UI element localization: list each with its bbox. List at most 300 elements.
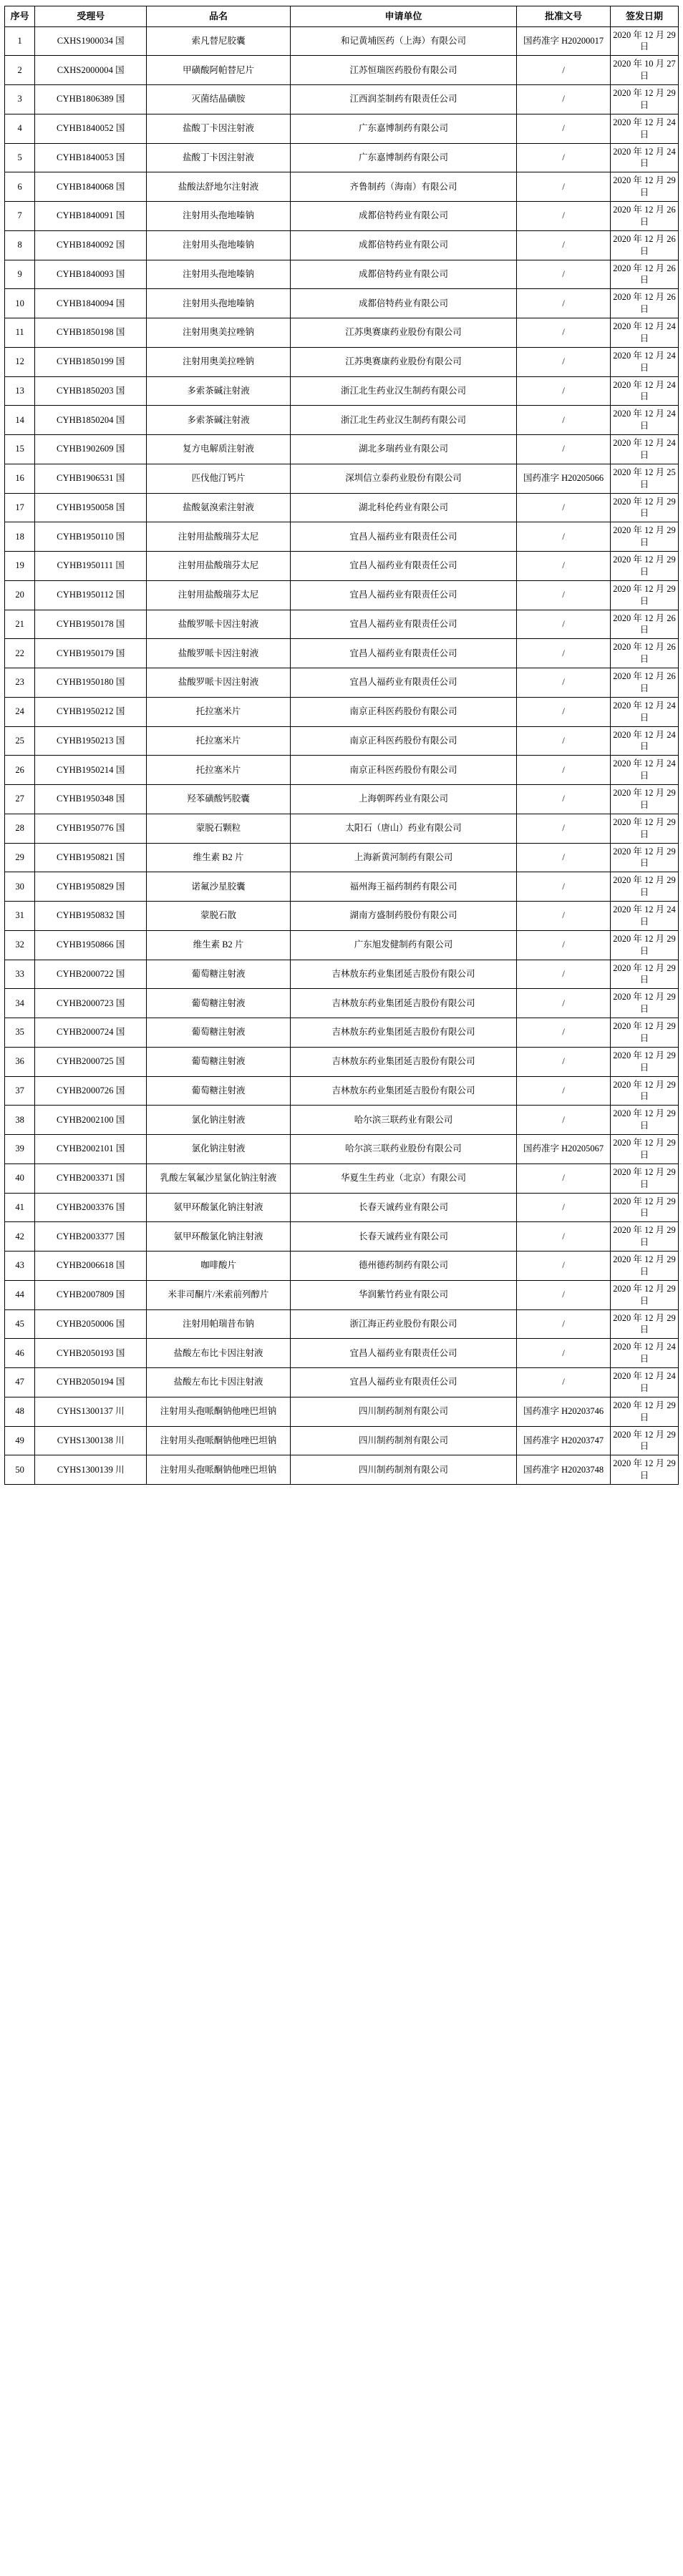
cell-applicant: 四川制药制剂有限公司 (290, 1426, 516, 1455)
table-row (5, 493, 679, 522)
cell-issue-date: 2020 年 12 月 29 日 (611, 1047, 679, 1076)
table-row (5, 989, 679, 1018)
cell-acceptance-number: CXHS1900034 国 (35, 26, 147, 56)
cell-product-name: 米非司酮片/米索前列醇片 (147, 1280, 290, 1309)
cell-approval-number: / (517, 376, 611, 406)
cell-applicant: 德州德药制药有限公司 (290, 1252, 516, 1281)
cell-acceptance-number: CYHB1950776 国 (35, 814, 147, 843)
cell-acceptance-number: CYHB1902609 国 (35, 435, 147, 464)
table-row (5, 230, 679, 260)
cell-index: 45 (5, 1309, 35, 1339)
cell-product-name: 匹伐他汀钙片 (147, 464, 290, 493)
cell-index: 1 (5, 26, 35, 56)
cell-approval-number: / (517, 960, 611, 989)
table-row (5, 1397, 679, 1426)
cell-issue-date: 2020 年 12 月 24 日 (611, 902, 679, 931)
table-row (5, 406, 679, 435)
cell-issue-date: 2020 年 12 月 24 日 (611, 143, 679, 172)
cell-issue-date: 2020 年 12 月 29 日 (611, 522, 679, 552)
cell-applicant: 广东旭发健制药有限公司 (290, 930, 516, 960)
drug-registration-table (4, 6, 679, 1485)
cell-index: 22 (5, 639, 35, 668)
cell-acceptance-number: CYHB1950821 国 (35, 843, 147, 872)
table-row (5, 289, 679, 318)
cell-acceptance-number: CYHB1950829 国 (35, 872, 147, 902)
cell-index: 21 (5, 610, 35, 639)
cell-issue-date: 2020 年 12 月 29 日 (611, 1018, 679, 1048)
cell-product-name: 多索茶碱注射液 (147, 376, 290, 406)
cell-approval-number: 国药准字 H20203746 (517, 1397, 611, 1426)
cell-product-name: 氯化钠注射液 (147, 1106, 290, 1135)
cell-issue-date: 2020 年 12 月 29 日 (611, 1455, 679, 1485)
cell-issue-date: 2020 年 12 月 25 日 (611, 464, 679, 493)
table-row (5, 697, 679, 726)
cell-applicant: 福州海王福药制药有限公司 (290, 872, 516, 902)
cell-index: 20 (5, 580, 35, 610)
cell-index: 2 (5, 56, 35, 85)
cell-issue-date: 2020 年 12 月 29 日 (611, 960, 679, 989)
cell-approval-number: / (517, 580, 611, 610)
column-header-acceptance-number: 受理号 (35, 6, 147, 27)
cell-index: 33 (5, 960, 35, 989)
cell-product-name: 盐酸法舒地尔注射液 (147, 172, 290, 202)
column-header-approval-number: 批准文号 (517, 6, 611, 27)
cell-index: 15 (5, 435, 35, 464)
cell-acceptance-number: CYHB1950178 国 (35, 610, 147, 639)
table-row (5, 1339, 679, 1368)
cell-acceptance-number: CYHB1950213 国 (35, 726, 147, 756)
cell-index: 44 (5, 1280, 35, 1309)
cell-index: 48 (5, 1397, 35, 1426)
cell-index: 36 (5, 1047, 35, 1076)
cell-product-name: 甲磺酸阿帕替尼片 (147, 56, 290, 85)
cell-applicant: 宜昌人福药业有限责任公司 (290, 668, 516, 698)
cell-issue-date: 2020 年 12 月 29 日 (611, 1106, 679, 1135)
cell-product-name: 注射用帕瑞昔布钠 (147, 1309, 290, 1339)
cell-applicant: 成都倍特药业有限公司 (290, 289, 516, 318)
cell-issue-date: 2020 年 12 月 29 日 (611, 1309, 679, 1339)
cell-approval-number: 国药准字 H20205066 (517, 464, 611, 493)
cell-applicant: 吉林敖东药业集团延吉股份有限公司 (290, 1047, 516, 1076)
cell-product-name: 盐酸罗哌卡因注射液 (147, 610, 290, 639)
table-row (5, 1426, 679, 1455)
cell-acceptance-number: CYHB2003377 国 (35, 1222, 147, 1252)
table-row (5, 85, 679, 114)
cell-product-name: 乳酸左氧氟沙星氯化钠注射液 (147, 1163, 290, 1193)
cell-approval-number: / (517, 902, 611, 931)
table-row (5, 114, 679, 143)
cell-issue-date: 2020 年 12 月 29 日 (611, 1076, 679, 1106)
cell-product-name: 蒙脱石颗粒 (147, 814, 290, 843)
cell-acceptance-number: CYHB2050006 国 (35, 1309, 147, 1339)
table-row (5, 639, 679, 668)
cell-product-name: 托拉塞米片 (147, 756, 290, 785)
cell-product-name: 注射用头孢地嗪钠 (147, 202, 290, 231)
cell-issue-date: 2020 年 12 月 29 日 (611, 814, 679, 843)
cell-product-name: 葡萄糖注射液 (147, 1047, 290, 1076)
cell-acceptance-number: CYHB2006618 国 (35, 1252, 147, 1281)
cell-acceptance-number: CYHB1950058 国 (35, 493, 147, 522)
cell-acceptance-number: CYHB1950179 国 (35, 639, 147, 668)
cell-index: 50 (5, 1455, 35, 1485)
cell-approval-number: / (517, 260, 611, 289)
cell-approval-number: / (517, 202, 611, 231)
cell-issue-date: 2020 年 12 月 24 日 (611, 406, 679, 435)
cell-applicant: 深圳信立泰药业股份有限公司 (290, 464, 516, 493)
cell-applicant: 宜昌人福药业有限责任公司 (290, 610, 516, 639)
table-row (5, 902, 679, 931)
cell-applicant: 四川制药制剂有限公司 (290, 1397, 516, 1426)
cell-index: 35 (5, 1018, 35, 1048)
cell-approval-number: / (517, 552, 611, 581)
cell-product-name: 蒙脱石散 (147, 902, 290, 931)
cell-index: 47 (5, 1368, 35, 1397)
cell-product-name: 氨甲环酸氯化钠注射液 (147, 1193, 290, 1222)
cell-issue-date: 2020 年 12 月 29 日 (611, 930, 679, 960)
cell-index: 24 (5, 697, 35, 726)
cell-approval-number: / (517, 1222, 611, 1252)
cell-applicant: 南京正科医药股份有限公司 (290, 697, 516, 726)
cell-approval-number: / (517, 1163, 611, 1193)
cell-index: 40 (5, 1163, 35, 1193)
cell-issue-date: 2020 年 12 月 29 日 (611, 26, 679, 56)
cell-issue-date: 2020 年 12 月 29 日 (611, 580, 679, 610)
cell-acceptance-number: CYHB2000722 国 (35, 960, 147, 989)
cell-applicant: 长春天诚药业有限公司 (290, 1222, 516, 1252)
cell-acceptance-number: CYHB1840093 国 (35, 260, 147, 289)
cell-applicant: 湖北多瑞药业有限公司 (290, 435, 516, 464)
cell-issue-date: 2020 年 10 月 27 日 (611, 56, 679, 85)
cell-index: 8 (5, 230, 35, 260)
cell-index: 41 (5, 1193, 35, 1222)
cell-index: 13 (5, 376, 35, 406)
cell-approval-number: 国药准字 H20203747 (517, 1426, 611, 1455)
cell-index: 31 (5, 902, 35, 931)
table-row (5, 1106, 679, 1135)
cell-product-name: 注射用头孢地嗪钠 (147, 230, 290, 260)
cell-approval-number: / (517, 668, 611, 698)
cell-applicant: 上海朝晖药业有限公司 (290, 785, 516, 814)
cell-product-name: 诺氟沙星胶囊 (147, 872, 290, 902)
cell-applicant: 华夏生生药业（北京）有限公司 (290, 1163, 516, 1193)
table-row (5, 1252, 679, 1281)
cell-approval-number: / (517, 1076, 611, 1106)
cell-applicant: 华润紫竹药业有限公司 (290, 1280, 516, 1309)
cell-approval-number: / (517, 814, 611, 843)
cell-acceptance-number: CYHB1950111 国 (35, 552, 147, 581)
cell-index: 37 (5, 1076, 35, 1106)
table-row (5, 172, 679, 202)
cell-acceptance-number: CYHB1806389 国 (35, 85, 147, 114)
cell-product-name: 索凡替尼胶囊 (147, 26, 290, 56)
cell-product-name: 复方电解质注射液 (147, 435, 290, 464)
cell-approval-number: / (517, 756, 611, 785)
table-row (5, 435, 679, 464)
table-row (5, 464, 679, 493)
cell-issue-date: 2020 年 12 月 26 日 (611, 668, 679, 698)
table-header (5, 6, 679, 27)
cell-product-name: 葡萄糖注射液 (147, 960, 290, 989)
cell-product-name: 注射用盐酸瑞芬太尼 (147, 580, 290, 610)
cell-issue-date: 2020 年 12 月 29 日 (611, 1280, 679, 1309)
table-row (5, 1280, 679, 1309)
cell-approval-number: / (517, 697, 611, 726)
cell-approval-number: / (517, 1047, 611, 1076)
cell-product-name: 葡萄糖注射液 (147, 1076, 290, 1106)
table-row (5, 552, 679, 581)
cell-product-name: 盐酸氨溴索注射液 (147, 493, 290, 522)
table-row (5, 610, 679, 639)
cell-acceptance-number: CYHB2007809 国 (35, 1280, 147, 1309)
table-row (5, 960, 679, 989)
cell-issue-date: 2020 年 12 月 29 日 (611, 172, 679, 202)
cell-index: 39 (5, 1135, 35, 1164)
cell-applicant: 南京正科医药股份有限公司 (290, 726, 516, 756)
table-row (5, 522, 679, 552)
cell-acceptance-number: CYHB2003371 国 (35, 1163, 147, 1193)
cell-issue-date: 2020 年 12 月 29 日 (611, 1252, 679, 1281)
cell-issue-date: 2020 年 12 月 29 日 (611, 989, 679, 1018)
cell-index: 23 (5, 668, 35, 698)
cell-approval-number: 国药准字 H20200017 (517, 26, 611, 56)
column-header-applicant: 申请单位 (290, 6, 516, 27)
cell-acceptance-number: CYHB2002100 国 (35, 1106, 147, 1135)
cell-acceptance-number: CYHB1840094 国 (35, 289, 147, 318)
cell-issue-date: 2020 年 12 月 24 日 (611, 435, 679, 464)
cell-product-name: 盐酸罗哌卡因注射液 (147, 639, 290, 668)
cell-approval-number: / (517, 843, 611, 872)
cell-index: 46 (5, 1339, 35, 1368)
cell-product-name: 维生素 B2 片 (147, 843, 290, 872)
cell-approval-number: / (517, 318, 611, 348)
cell-applicant: 湖北科伦药业有限公司 (290, 493, 516, 522)
cell-approval-number: / (517, 347, 611, 376)
cell-issue-date: 2020 年 12 月 29 日 (611, 1426, 679, 1455)
cell-index: 34 (5, 989, 35, 1018)
table-row (5, 1135, 679, 1164)
cell-index: 30 (5, 872, 35, 902)
cell-index: 3 (5, 85, 35, 114)
cell-applicant: 江苏恒瑞医药股份有限公司 (290, 56, 516, 85)
cell-issue-date: 2020 年 12 月 29 日 (611, 872, 679, 902)
cell-index: 32 (5, 930, 35, 960)
cell-acceptance-number: CYHS1300139 川 (35, 1455, 147, 1485)
cell-acceptance-number: CYHB2000724 国 (35, 1018, 147, 1048)
cell-applicant: 浙江北生药业汉生制药有限公司 (290, 406, 516, 435)
cell-product-name: 注射用奥美拉唑钠 (147, 318, 290, 348)
cell-issue-date: 2020 年 12 月 29 日 (611, 493, 679, 522)
cell-product-name: 维生素 B2 片 (147, 930, 290, 960)
cell-applicant: 齐鲁制药（海南）有限公司 (290, 172, 516, 202)
cell-product-name: 咖啡酸片 (147, 1252, 290, 1281)
cell-applicant: 宜昌人福药业有限责任公司 (290, 639, 516, 668)
cell-issue-date: 2020 年 12 月 24 日 (611, 347, 679, 376)
table-row (5, 143, 679, 172)
cell-acceptance-number: CYHB2000723 国 (35, 989, 147, 1018)
cell-index: 14 (5, 406, 35, 435)
table-row (5, 1455, 679, 1485)
cell-applicant: 湖南方盛制药股份有限公司 (290, 902, 516, 931)
cell-index: 16 (5, 464, 35, 493)
cell-acceptance-number: CXHS2000004 国 (35, 56, 147, 85)
cell-applicant: 宜昌人福药业有限责任公司 (290, 552, 516, 581)
cell-issue-date: 2020 年 12 月 29 日 (611, 1193, 679, 1222)
cell-index: 17 (5, 493, 35, 522)
cell-issue-date: 2020 年 12 月 24 日 (611, 318, 679, 348)
table-row (5, 756, 679, 785)
cell-index: 4 (5, 114, 35, 143)
cell-approval-number: / (517, 1193, 611, 1222)
cell-applicant: 吉林敖东药业集团延吉股份有限公司 (290, 1076, 516, 1106)
cell-product-name: 注射用头孢地嗪钠 (147, 289, 290, 318)
cell-issue-date: 2020 年 12 月 26 日 (611, 230, 679, 260)
cell-approval-number: / (517, 143, 611, 172)
cell-issue-date: 2020 年 12 月 29 日 (611, 552, 679, 581)
cell-acceptance-number: CYHB2000726 国 (35, 1076, 147, 1106)
cell-applicant: 宜昌人福药业有限责任公司 (290, 1368, 516, 1397)
cell-applicant: 浙江海正药业股份有限公司 (290, 1309, 516, 1339)
cell-index: 29 (5, 843, 35, 872)
table-row (5, 1018, 679, 1048)
cell-index: 43 (5, 1252, 35, 1281)
cell-index: 12 (5, 347, 35, 376)
table-row (5, 202, 679, 231)
table-row (5, 260, 679, 289)
cell-index: 18 (5, 522, 35, 552)
cell-acceptance-number: CYHB1840053 国 (35, 143, 147, 172)
cell-acceptance-number: CYHB1850204 国 (35, 406, 147, 435)
cell-approval-number: / (517, 1252, 611, 1281)
cell-issue-date: 2020 年 12 月 24 日 (611, 756, 679, 785)
cell-product-name: 灭菌结晶磺胺 (147, 85, 290, 114)
cell-index: 5 (5, 143, 35, 172)
table-row (5, 1368, 679, 1397)
table-row (5, 26, 679, 56)
cell-issue-date: 2020 年 12 月 24 日 (611, 376, 679, 406)
table-row (5, 1222, 679, 1252)
cell-issue-date: 2020 年 12 月 29 日 (611, 1135, 679, 1164)
cell-applicant: 四川制药制剂有限公司 (290, 1455, 516, 1485)
cell-product-name: 羟苯磺酸钙胶囊 (147, 785, 290, 814)
cell-index: 19 (5, 552, 35, 581)
cell-index: 27 (5, 785, 35, 814)
cell-applicant: 成都倍特药业有限公司 (290, 230, 516, 260)
cell-product-name: 注射用头孢哌酮钠他唑巴坦钠 (147, 1455, 290, 1485)
cell-product-name: 托拉塞米片 (147, 726, 290, 756)
cell-issue-date: 2020 年 12 月 26 日 (611, 202, 679, 231)
cell-issue-date: 2020 年 12 月 29 日 (611, 785, 679, 814)
cell-approval-number: / (517, 726, 611, 756)
cell-issue-date: 2020 年 12 月 29 日 (611, 843, 679, 872)
cell-acceptance-number: CYHS1300137 川 (35, 1397, 147, 1426)
cell-acceptance-number: CYHB1906531 国 (35, 464, 147, 493)
cell-issue-date: 2020 年 12 月 29 日 (611, 1163, 679, 1193)
cell-acceptance-number: CYHB2050193 国 (35, 1339, 147, 1368)
table-row (5, 785, 679, 814)
table-row (5, 1076, 679, 1106)
cell-approval-number: / (517, 522, 611, 552)
cell-approval-number: / (517, 1018, 611, 1048)
table-row (5, 814, 679, 843)
table-body (5, 26, 679, 1485)
cell-acceptance-number: CYHB1850203 国 (35, 376, 147, 406)
cell-approval-number: / (517, 989, 611, 1018)
table-row (5, 56, 679, 85)
cell-approval-number: / (517, 1339, 611, 1368)
cell-applicant: 南京正科医药股份有限公司 (290, 756, 516, 785)
table-row (5, 668, 679, 698)
cell-issue-date: 2020 年 12 月 24 日 (611, 1339, 679, 1368)
cell-acceptance-number: CYHB2050194 国 (35, 1368, 147, 1397)
cell-acceptance-number: CYHB1950180 国 (35, 668, 147, 698)
cell-index: 38 (5, 1106, 35, 1135)
cell-applicant: 成都倍特药业有限公司 (290, 260, 516, 289)
cell-approval-number: / (517, 230, 611, 260)
cell-approval-number: / (517, 872, 611, 902)
cell-acceptance-number: CYHB1850199 国 (35, 347, 147, 376)
cell-product-name: 盐酸左布比卡因注射液 (147, 1368, 290, 1397)
cell-approval-number: / (517, 85, 611, 114)
cell-approval-number: / (517, 1368, 611, 1397)
cell-product-name: 盐酸左布比卡因注射液 (147, 1339, 290, 1368)
cell-product-name: 多索茶碱注射液 (147, 406, 290, 435)
cell-index: 42 (5, 1222, 35, 1252)
cell-applicant: 广东嘉博制药有限公司 (290, 114, 516, 143)
cell-approval-number: / (517, 289, 611, 318)
cell-applicant: 吉林敖东药业集团延吉股份有限公司 (290, 989, 516, 1018)
cell-acceptance-number: CYHB2002101 国 (35, 1135, 147, 1164)
cell-acceptance-number: CYHB1840092 国 (35, 230, 147, 260)
cell-issue-date: 2020 年 12 月 24 日 (611, 697, 679, 726)
cell-acceptance-number: CYHB1840091 国 (35, 202, 147, 231)
cell-approval-number: / (517, 406, 611, 435)
cell-approval-number: / (517, 1280, 611, 1309)
cell-approval-number: / (517, 785, 611, 814)
table-row (5, 1163, 679, 1193)
cell-acceptance-number: CYHB1840068 国 (35, 172, 147, 202)
table-row (5, 347, 679, 376)
cell-acceptance-number: CYHB1840052 国 (35, 114, 147, 143)
cell-product-name: 注射用奥美拉唑钠 (147, 347, 290, 376)
cell-approval-number: / (517, 1106, 611, 1135)
cell-index: 6 (5, 172, 35, 202)
cell-acceptance-number: CYHB1850198 国 (35, 318, 147, 348)
cell-issue-date: 2020 年 12 月 26 日 (611, 289, 679, 318)
cell-index: 9 (5, 260, 35, 289)
cell-approval-number: / (517, 639, 611, 668)
cell-issue-date: 2020 年 12 月 26 日 (611, 610, 679, 639)
cell-applicant: 吉林敖东药业集团延吉股份有限公司 (290, 1018, 516, 1048)
cell-applicant: 和记黄埔医药（上海）有限公司 (290, 26, 516, 56)
cell-index: 7 (5, 202, 35, 231)
cell-applicant: 宜昌人福药业有限责任公司 (290, 522, 516, 552)
table-row (5, 843, 679, 872)
cell-index: 25 (5, 726, 35, 756)
cell-acceptance-number: CYHB1950112 国 (35, 580, 147, 610)
cell-approval-number: / (517, 114, 611, 143)
cell-applicant: 长春天诚药业有限公司 (290, 1193, 516, 1222)
cell-approval-number: / (517, 1309, 611, 1339)
cell-applicant: 哈尔滨三联药业股份有限公司 (290, 1135, 516, 1164)
cell-product-name: 葡萄糖注射液 (147, 989, 290, 1018)
cell-product-name: 注射用盐酸瑞芬太尼 (147, 552, 290, 581)
cell-product-name: 注射用盐酸瑞芬太尼 (147, 522, 290, 552)
cell-issue-date: 2020 年 12 月 29 日 (611, 85, 679, 114)
cell-applicant: 哈尔滨三联药业有限公司 (290, 1106, 516, 1135)
cell-index: 49 (5, 1426, 35, 1455)
cell-index: 10 (5, 289, 35, 318)
cell-index: 28 (5, 814, 35, 843)
